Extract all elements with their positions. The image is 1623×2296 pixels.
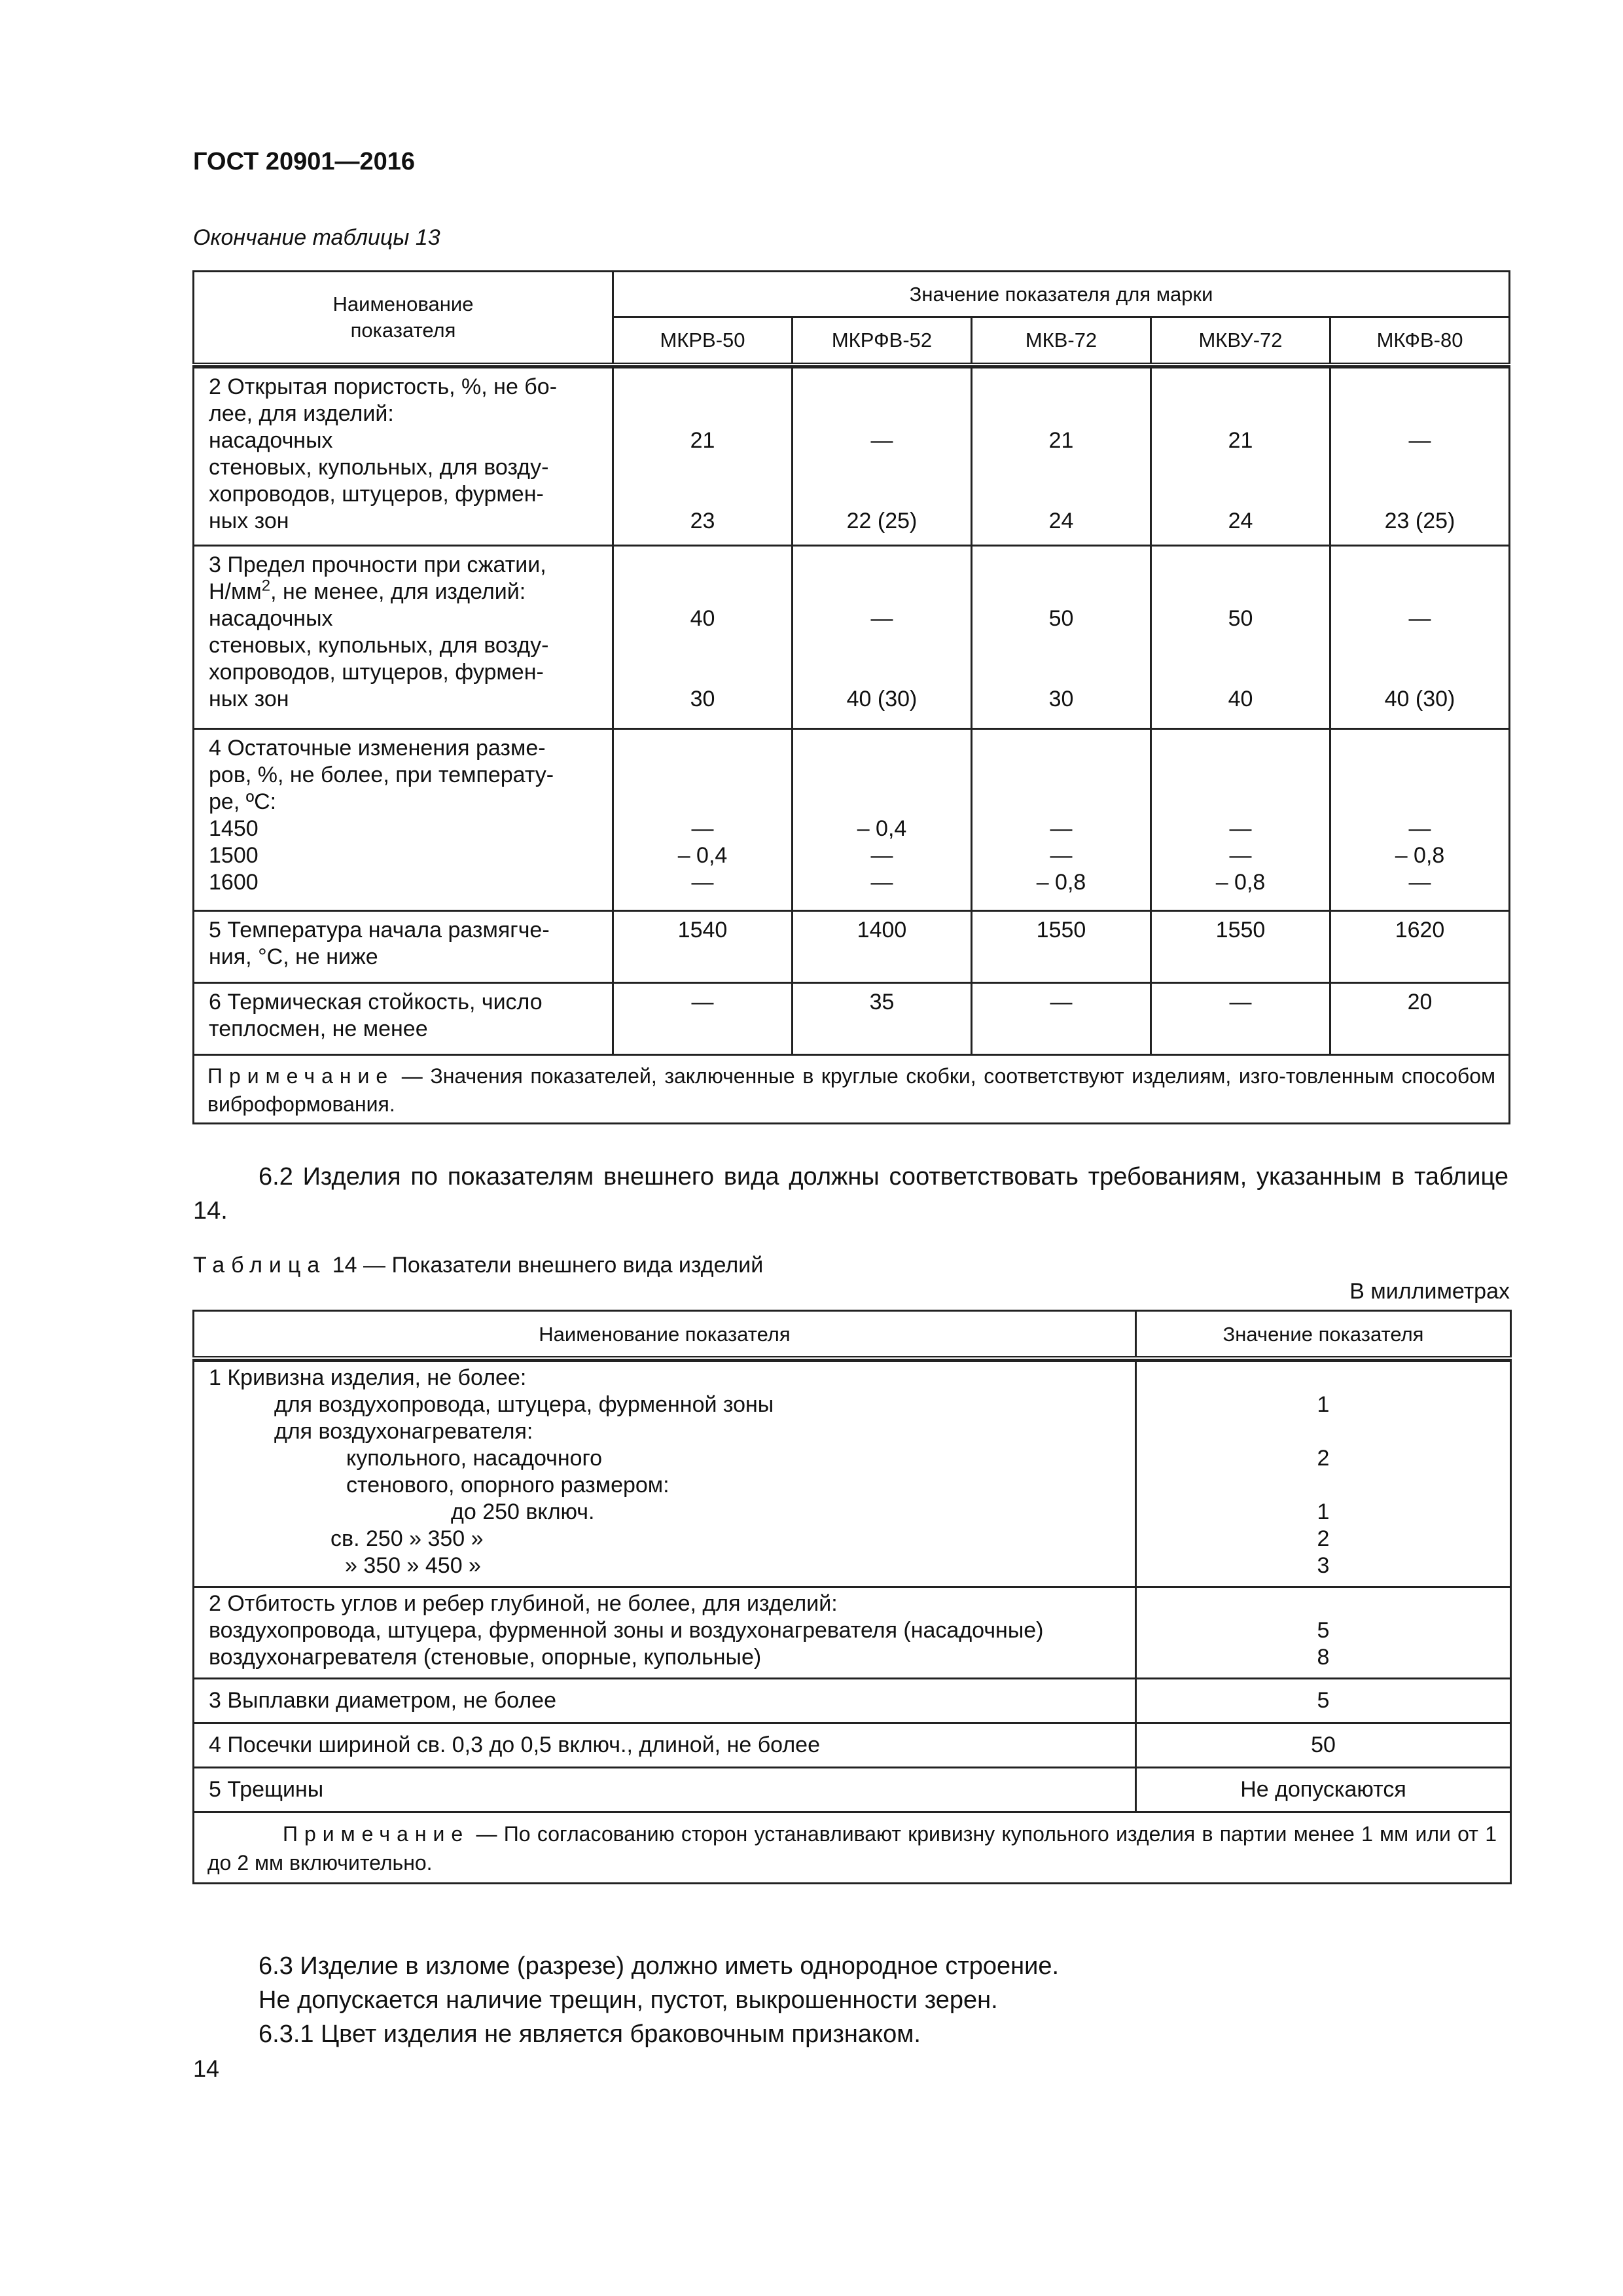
row-name-compressive-strength: 3 Предел прочности при сжатии, $Н/мм^2$, не менее, для изделий: насадочных стеновых, купольных, для возду- хопроводов, штуцеров, фурмен- ных зон — [194, 545, 613, 728]
value-cell: 21 24 — [1151, 367, 1330, 545]
value-cell: — – 0,4 — — [613, 728, 793, 910]
row-name-open-porosity: 2 Открытая пористость, %, не бо- лее, для изделий: насадочных стеновых, купольных, для возду- хопроводов, штуцеров, фурмен- ных зон — [194, 367, 613, 545]
value-cell: — 40 (30) — [793, 545, 972, 728]
row-name-curvature: 1 Кривизна изделия, не более: для воздухопровода, штуцера, фурменной зоны для воздухонагревателя: купольного, насадочного стенового, опорного размером: до 250 включ. св. 250 » 350 » » 350 » 450 » — [194, 1361, 1136, 1587]
table-row — [194, 1587, 1511, 1679]
table-row — [194, 982, 1510, 1054]
row-name-softening-temperature: 5 Температура начала размягче- ния, °С, не ниже — [194, 910, 613, 982]
table-13-name-header: Наименование показателя — [194, 272, 613, 365]
table-row — [194, 367, 1510, 545]
row-name-residual-changes: 4 Остаточные изменения разме- ров, %, не более, при температу- ре, ºС: 1450 1500 1600 — [194, 728, 613, 910]
table-14-note-row — [194, 1812, 1511, 1884]
brand-header: МКВУ-72 — [1151, 317, 1330, 365]
value-cell: — — – 0,8 — [972, 728, 1151, 910]
brand-header: МКФВ-80 — [1330, 317, 1510, 365]
brand-header: МКВ-72 — [972, 317, 1151, 365]
value-cell: 50 30 — [972, 545, 1151, 728]
table-13-note-row — [194, 1054, 1510, 1123]
value-cell: – 0,4 — — — [793, 728, 972, 910]
table-row — [194, 1723, 1511, 1768]
row-name-chipping: 2 Отбитость углов и ребер глубиной, не более, для изделий: воздухопровода, штуцера, фурменной зоны и воздухонагревателя (насадочные) воздухонагревателя (стеновые, опорные, купольные) — [194, 1587, 1136, 1679]
table-14-caption: Таблица 14 — Показатели внешнего вида изделий — [193, 1253, 764, 1278]
value-cell: 1550 — [972, 910, 1151, 982]
value-cell: 1540 — [613, 910, 793, 982]
value-cell: 21 24 — [972, 367, 1151, 545]
value-cell: Не допускаются — [1136, 1768, 1511, 1812]
value-cell: — — – 0,8 — [1151, 728, 1330, 910]
value-cell: — — [1151, 982, 1330, 1054]
value-cell: 40 30 — [613, 545, 793, 728]
value-cell: — – 0,8 — — [1330, 728, 1510, 910]
paragraph-6-2: 6.2 Изделия по показателям внешнего вида должны соответствовать требованиям, указанным в таблице 14. — [193, 1163, 1508, 1225]
table-14-value-header: Значение показателя — [1136, 1311, 1511, 1359]
table-13-values-group-header: Значение показателя для марки — [613, 272, 1510, 317]
table-14-units: В миллиметрах — [1349, 1279, 1510, 1304]
brand-header: МКРВ-50 — [613, 317, 793, 365]
table-13-note: Примечание — Значения показателей, заключенные в круглые скобки, соответствуют изделиям, изго-товленным способом виброформования. — [194, 1054, 1510, 1123]
brand-header: МКРФВ-52 — [793, 317, 972, 365]
paragraph-6-3-continued: Не допускается наличие трещин, пустот, выкрошенности зерен. — [259, 1986, 998, 2014]
table-row — [194, 1768, 1511, 1812]
value-cell: — 22 (25) — [793, 367, 972, 545]
value-cell: 1400 — [793, 910, 972, 982]
value-cell: 35 — [793, 982, 972, 1054]
paragraph-6-3-1: 6.3.1 Цвет изделия не является браковочным признаком. — [259, 2020, 921, 2048]
value-cell: — — [972, 982, 1151, 1054]
row-name-meltouts: 3 Выплавки диаметром, не более — [194, 1679, 1136, 1723]
row-name-cracks: 5 Трещины — [194, 1768, 1136, 1812]
value-cell: — 23 (25) — [1330, 367, 1510, 545]
value-cell: — 40 (30) — [1330, 545, 1510, 728]
value-cell: 1550 — [1151, 910, 1330, 982]
table-row — [194, 910, 1510, 982]
table-14-note: Примечание — По согласованию сторон устанавливают кривизну купольного изделия в партии менее 1 мм или от 1 до 2 мм включительно. — [194, 1812, 1511, 1884]
value-cell: 5 — [1136, 1679, 1511, 1723]
table-row — [194, 1679, 1511, 1723]
table-row — [194, 1361, 1511, 1587]
table-row — [194, 728, 1510, 910]
document-header: ГОСТ 20901—2016 — [193, 148, 416, 175]
value-cell: 21 23 — [613, 367, 793, 545]
value-cell: — — [613, 982, 793, 1054]
row-name-notches: 4 Посечки шириной св. 0,3 до 0,5 включ., длиной, не более — [194, 1723, 1136, 1768]
table-14 — [192, 1310, 1512, 1884]
table-13 — [192, 270, 1510, 1124]
row-name-thermal-resistance: 6 Термическая стойкость, число теплосмен, не менее — [194, 982, 613, 1054]
value-cell: 1620 — [1330, 910, 1510, 982]
table-13-continuation-caption: Окончание таблицы 13 — [193, 225, 440, 250]
value-cell: 20 — [1330, 982, 1510, 1054]
page-number: 14 — [193, 2055, 220, 2082]
paragraph-6-3: 6.3 Изделие в изломе (разрезе) должно иметь однородное строение. — [259, 1952, 1060, 1980]
value-cell: 5 8 — [1136, 1587, 1511, 1679]
table-14-name-header: Наименование показателя — [194, 1311, 1136, 1359]
table-row — [194, 545, 1510, 728]
value-cell: 1 2 1 2 3 — [1136, 1361, 1511, 1587]
value-cell: 50 40 — [1151, 545, 1330, 728]
value-cell: 50 — [1136, 1723, 1511, 1768]
